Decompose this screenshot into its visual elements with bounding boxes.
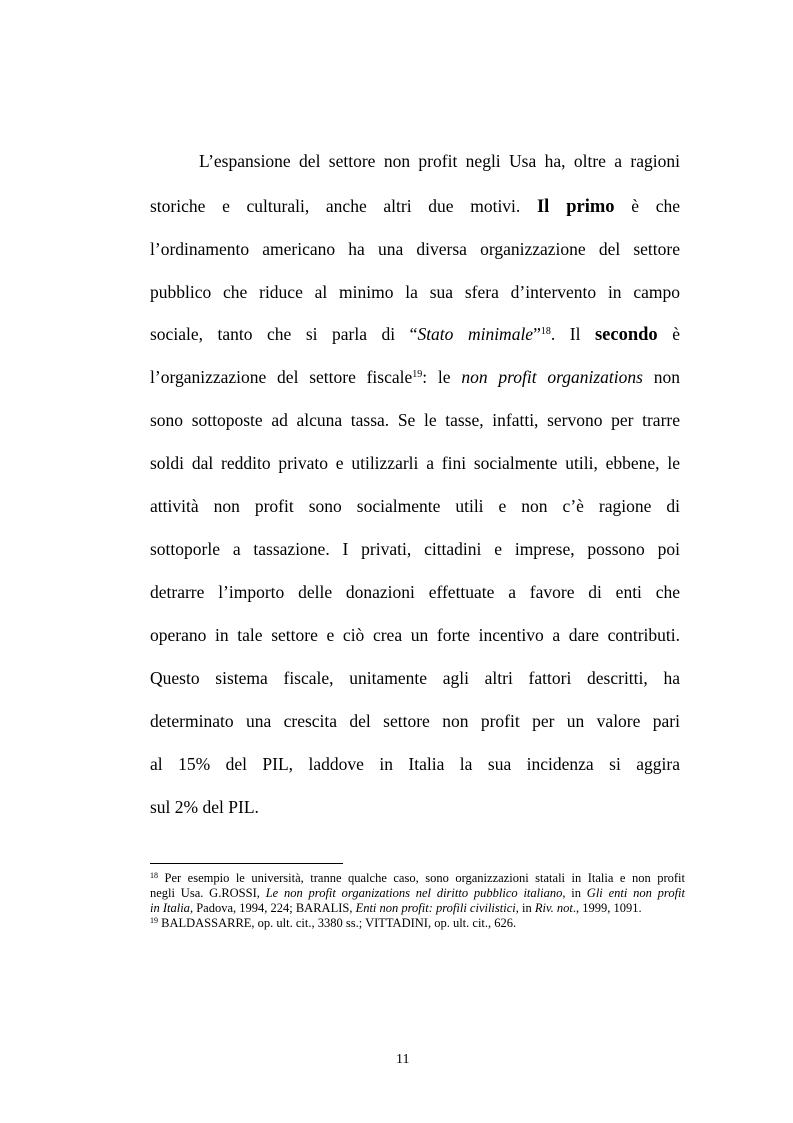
body-line-6: l’organizzazione del settore fiscale$^{19}$: le non profit organizations non: [150, 367, 680, 387]
footnote-18-line-3: in Italia, Padova, 1994, 224; BARALIS, Enti non profit: profili civilistici, in Riv. not., 1999, 1091.: [150, 901, 642, 915]
body-line-14: determinato una crescita del settore non profit per un valore pari: [150, 711, 680, 731]
footnote-19: $^{19}$ BALDASSARRE, op. ult. cit., 3380 ss.; VITTADINI, op. ult. cit., 626.: [150, 916, 517, 930]
body-line-2: storiche e culturali, anche altri due motivi. Il primo è che: [150, 196, 680, 217]
body-line-13: Questo sistema fiscale, unitamente agli altri fattori descritti, ha: [150, 668, 680, 688]
body-line-16: sul 2% del PIL.: [150, 797, 259, 817]
body-line-10: sottoporle a tassazione. I privati, cittadini e imprese, possono poi: [150, 539, 680, 559]
body-line-9: attività non profit sono socialmente utili e non c’è ragione di: [150, 496, 680, 516]
emphasis-secondo: secondo: [594, 325, 658, 345]
body-line-11: detrarre l’importo delle donazioni effettuate a favore di enti che: [150, 582, 680, 602]
footnote-ref-18: 18: [540, 326, 551, 337]
body-line-3: l’ordinamento americano ha una diversa organizzazione del settore: [150, 239, 680, 259]
body-line-4: pubblico che riduce al minimo la sua sfera d’intervento in campo: [150, 282, 680, 302]
page-number: 11: [396, 1052, 410, 1067]
body-line-8: soldi dal reddito privato e utilizzarli a fini socialmente utili, ebbene, le: [150, 453, 680, 473]
body-line-7: sono sottoposte ad alcuna tassa. Se le tasse, infatti, servono per trarre: [150, 410, 680, 430]
footnote-18-line-2: negli Usa. G.ROSSI, Le non profit organizations nel diritto pubblico italiano, in Gli enti non profit: [150, 886, 685, 900]
footnote-ref-19: 19: [412, 369, 423, 380]
body-line-12: operano in tale settore e ciò crea un forte incentivo a dare contributi.: [150, 625, 680, 645]
emphasis-primo: Il primo: [536, 197, 615, 217]
footnote-18-line-1: $^{18}$ Per esempio le università, tranne qualche caso, sono organizzazioni statali in Italia e non profit: [150, 871, 685, 885]
body-line-15: al 15% del PIL, laddove in Italia la sua incidenza si aggira: [150, 754, 680, 774]
body-line-1: L’espansione del settore non profit negli Usa ha, oltre a ragioni: [199, 151, 680, 171]
body-line-5: sociale, tanto che si parla di “Stato minimale”$^{18}$. Il secondo è: [150, 324, 680, 345]
footnote-separator: [150, 863, 343, 864]
